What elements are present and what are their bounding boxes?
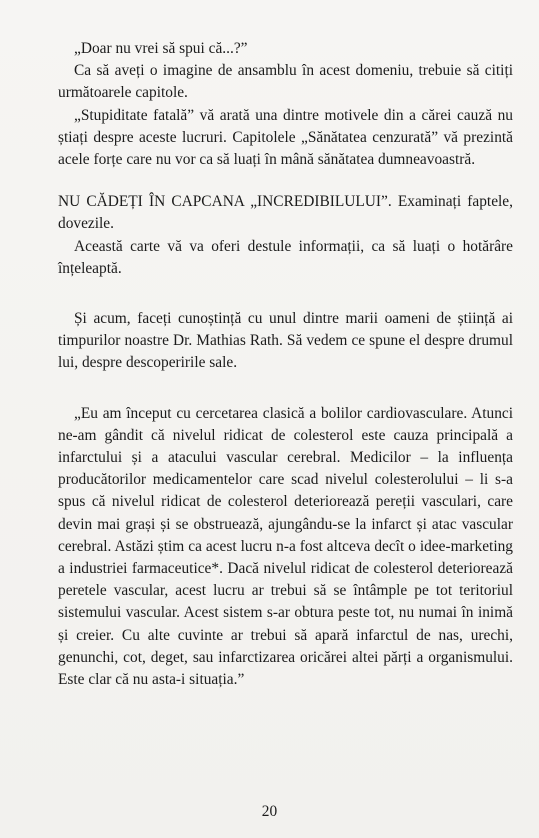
paragraph-dialogue: „Doar nu vrei să spui că...?” (74, 40, 248, 57)
paragraph-warning: NU CĂDEȚI ÎN CAPCANA „INCREDIBILULUI”. Examinați faptele, dovezile. (58, 193, 513, 233)
paragraph-spacer (58, 280, 513, 308)
paragraph-introduction: Și acum, faceți cunoștință cu unul dintre marii oameni de știință ai timpurilor noastre Dr. Mathias Rath. Să vedem ce spune el despre drumul lui, despre descoperirile sale. (58, 310, 513, 372)
paragraph-book-info: Această carte vă va oferi destule informații, ca să luați o hotărâre înțeleaptă. (58, 237, 513, 277)
page-number: 20 (261, 803, 278, 820)
paragraph-spacer (58, 171, 513, 191)
paragraph-chapters: „Stupiditate fatală” vă arată una dintre motivele din a cărei cauză nu știați despre aceste lucruri. Capitolele „Sănătatea cenzurată” vă prezintă acele forțe care nu vor ca să luați în mână sănătatea dumneavoastră. (58, 106, 513, 169)
paragraph-overview: Ca să aveți o imagine de ansamblu în acest domeniu, trebuie să citiți următoarele capitole. (58, 62, 513, 102)
paragraph-spacer (58, 375, 513, 403)
page-body (58, 38, 513, 691)
paragraph-quote: „Eu am început cu cercetarea clasică a bolilor cardiovasculare. Atunci ne-am gândit că nivelul ridicat de colesterol este cauza principală a infarctului și a atacului vascular cerebral. Medicilor – la influența producătorilor medicamentelor care scad nivelul colesterolului – li s-a spus că nivelul ridicat de colesterol deteriorează pereții vasculari, care devin mai grași și se obstruează, ajungându-se la infarct și atac vascular cerebral. Astăzi știm ca acest lucru n-a fost altceva decît o idee-marketing a industriei farmaceutice*. Dacă nivelul ridicat de colesterol deteriorează peretele vascular, acest lucru ar trebui să se întâmple pe tot teritoriul sistemului vascular. Acest sistem s-ar obtura peste tot, nu numai în inimă și creier. Cu alte cuvinte ar trebui să apară infarctul de nas, urechi, genunchi, cot, deget, sau infarctizarea oricărei altei părți a organismului. Este clar că nu asta-i situația.” (58, 404, 513, 689)
